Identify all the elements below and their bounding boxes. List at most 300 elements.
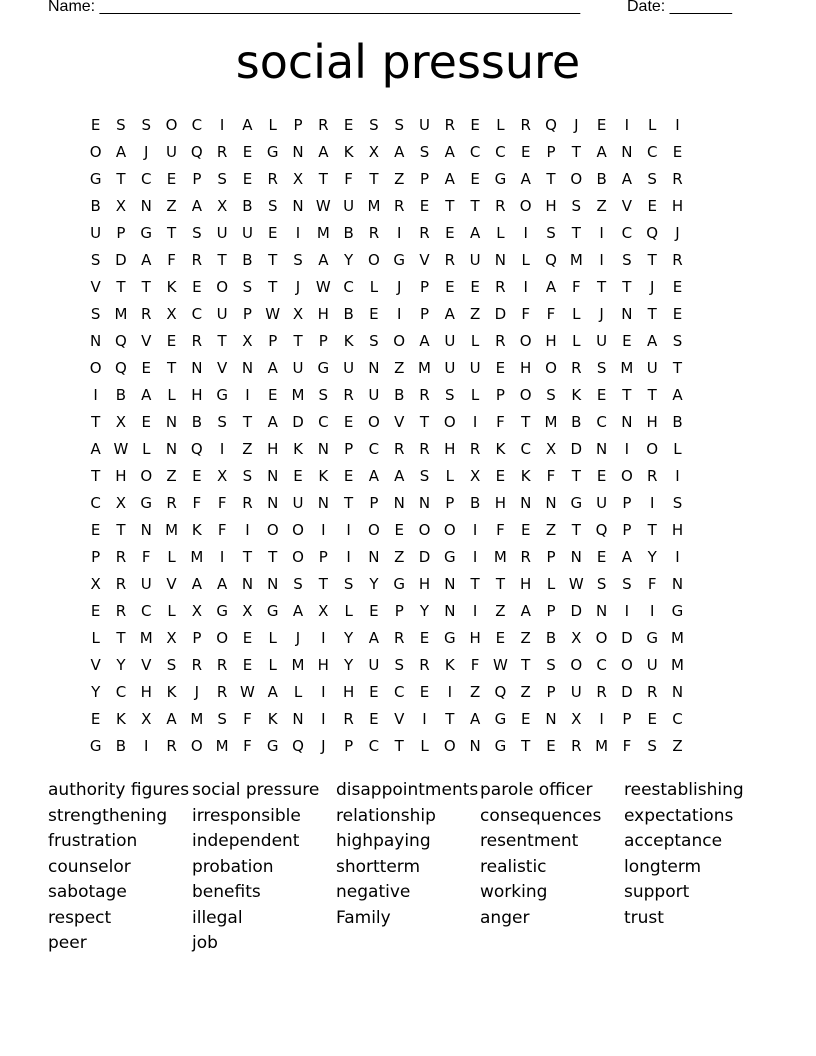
grid-letter[interactable]: D <box>621 629 633 647</box>
grid-letter[interactable]: T <box>268 278 278 296</box>
grid-letter[interactable]: I <box>675 116 680 134</box>
grid-letter[interactable]: N <box>317 494 329 512</box>
grid-letter[interactable]: C <box>343 278 354 296</box>
grid-letter[interactable]: E <box>495 359 506 377</box>
grid-letter[interactable]: C <box>646 143 658 161</box>
grid-letter[interactable]: T <box>647 251 657 269</box>
grid-letter[interactable]: B <box>90 197 101 215</box>
grid-letter[interactable]: D <box>570 440 583 458</box>
grid-letter[interactable]: F <box>217 521 227 539</box>
grid-letter[interactable]: S <box>596 359 607 377</box>
grid-letter[interactable]: N <box>241 359 254 377</box>
grid-letter[interactable]: R <box>318 116 329 134</box>
grid-letter[interactable]: M <box>190 548 204 566</box>
grid-letter[interactable]: P <box>293 116 303 134</box>
grid-letter[interactable]: E <box>242 170 253 188</box>
grid-letter[interactable]: R <box>646 467 658 485</box>
grid-letter[interactable]: V <box>90 656 101 674</box>
grid-letter[interactable]: M <box>493 548 507 566</box>
grid-letter[interactable]: I <box>599 224 604 242</box>
grid-letter[interactable]: K <box>343 143 354 161</box>
grid-letter[interactable]: Y <box>344 629 354 647</box>
grid-letter[interactable]: A <box>647 332 658 350</box>
grid-letter[interactable]: X <box>216 467 228 485</box>
grid-letter[interactable]: E <box>141 413 151 431</box>
grid-letter[interactable]: Q <box>190 440 203 458</box>
grid-letter[interactable]: J <box>144 143 149 161</box>
grid-letter[interactable]: U <box>216 224 228 242</box>
grid-letter[interactable]: I <box>472 521 478 539</box>
grid-letter[interactable]: E <box>672 143 683 161</box>
grid-letter[interactable]: B <box>469 494 481 512</box>
grid-letter[interactable]: Y <box>116 656 126 674</box>
grid-letter[interactable]: O <box>368 521 380 539</box>
grid-letter[interactable]: T <box>116 170 126 188</box>
grid-letter[interactable]: S <box>571 197 582 215</box>
grid-letter[interactable]: A <box>141 251 152 269</box>
grid-letter[interactable]: N <box>292 143 304 161</box>
grid-letter[interactable]: O <box>165 116 178 134</box>
grid-letter[interactable]: U <box>469 359 481 377</box>
grid-letter[interactable]: C <box>368 440 380 458</box>
grid-letter[interactable]: L <box>91 629 100 647</box>
grid-letter[interactable]: E <box>242 656 253 674</box>
grid-letter[interactable]: E <box>369 305 379 323</box>
grid-letter[interactable]: A <box>520 602 531 620</box>
grid-letter[interactable]: P <box>318 548 328 566</box>
grid-letter[interactable]: C <box>191 116 203 134</box>
grid-letter[interactable]: P <box>394 602 404 620</box>
grid-letter[interactable]: G <box>443 548 456 566</box>
grid-letter[interactable]: R <box>166 494 177 512</box>
grid-letter[interactable]: S <box>116 116 126 134</box>
grid-letter[interactable]: L <box>420 737 429 755</box>
grid-letter[interactable]: N <box>292 710 304 728</box>
grid-letter[interactable]: I <box>295 224 301 242</box>
grid-letter[interactable]: R <box>191 332 203 350</box>
grid-letter[interactable]: Y <box>91 683 101 701</box>
grid-letter[interactable]: K <box>267 710 278 728</box>
grid-letter[interactable]: O <box>443 413 456 431</box>
grid-letter[interactable]: E <box>343 413 354 431</box>
grid-letter[interactable]: E <box>166 170 177 188</box>
name-field[interactable]: Name: ______________________________________________________ <box>48 0 581 15</box>
grid-letter[interactable]: Z <box>469 683 481 701</box>
grid-letter[interactable]: P <box>622 710 632 728</box>
grid-letter[interactable]: R <box>141 305 152 323</box>
grid-letter[interactable]: O <box>216 629 229 647</box>
grid-letter[interactable]: N <box>368 548 380 566</box>
grid-letter[interactable]: A <box>242 116 253 134</box>
grid-letter[interactable]: I <box>624 602 630 620</box>
grid-letter[interactable]: E <box>495 467 506 485</box>
grid-letter[interactable]: A <box>115 143 127 161</box>
grid-letter[interactable]: N <box>418 494 431 512</box>
grid-letter[interactable]: N <box>292 197 304 215</box>
grid-letter[interactable]: Y <box>344 656 354 674</box>
grid-letter[interactable]: U <box>343 359 355 377</box>
grid-letter[interactable]: E <box>394 521 404 539</box>
grid-letter[interactable]: J <box>321 737 326 755</box>
grid-letter[interactable]: F <box>470 656 480 674</box>
grid-letter[interactable]: E <box>419 197 430 215</box>
grid-letter[interactable]: C <box>191 305 203 323</box>
grid-letter[interactable]: T <box>166 359 177 377</box>
grid-letter[interactable]: S <box>546 386 556 404</box>
grid-letter[interactable]: K <box>520 467 531 485</box>
grid-letter[interactable]: G <box>393 575 406 593</box>
grid-letter[interactable]: N <box>191 359 203 377</box>
grid-letter[interactable]: S <box>90 251 101 269</box>
grid-letter[interactable]: U <box>419 116 430 134</box>
grid-letter[interactable]: Q <box>494 683 507 701</box>
grid-letter[interactable]: U <box>166 143 178 161</box>
grid-letter[interactable]: E <box>672 278 683 296</box>
grid-letter[interactable]: W <box>315 278 331 296</box>
grid-letter[interactable]: Y <box>419 602 430 620</box>
grid-letter[interactable]: Z <box>242 440 253 458</box>
grid-letter[interactable]: C <box>621 224 633 242</box>
grid-letter[interactable]: B <box>596 170 607 188</box>
grid-letter[interactable]: E <box>90 521 101 539</box>
grid-letter[interactable]: H <box>115 467 127 485</box>
grid-letter[interactable]: C <box>90 494 101 512</box>
grid-letter[interactable]: A <box>318 251 329 269</box>
grid-letter[interactable]: B <box>545 629 557 647</box>
grid-letter[interactable]: T <box>445 710 455 728</box>
grid-letter[interactable]: E <box>546 737 556 755</box>
grid-letter[interactable]: T <box>647 521 657 539</box>
grid-letter[interactable]: P <box>192 170 202 188</box>
grid-letter[interactable]: L <box>521 251 530 269</box>
grid-letter[interactable]: U <box>292 494 304 512</box>
grid-letter[interactable]: M <box>595 737 609 755</box>
grid-letter[interactable]: T <box>318 575 328 593</box>
grid-letter[interactable]: I <box>346 548 351 566</box>
grid-letter[interactable]: I <box>219 440 225 458</box>
grid-letter[interactable]: I <box>649 602 655 620</box>
grid-letter[interactable]: J <box>574 116 579 134</box>
grid-letter[interactable]: A <box>394 143 405 161</box>
grid-letter[interactable]: O <box>443 737 456 755</box>
grid-letter[interactable]: L <box>167 386 176 404</box>
grid-letter[interactable]: X <box>115 494 127 512</box>
grid-letter[interactable]: S <box>445 386 455 404</box>
grid-letter[interactable]: M <box>316 224 330 242</box>
grid-letter[interactable]: E <box>470 116 480 134</box>
grid-letter[interactable]: T <box>622 386 632 404</box>
grid-letter[interactable]: Z <box>495 602 506 620</box>
grid-letter[interactable]: I <box>93 386 98 404</box>
grid-letter[interactable]: M <box>291 386 305 404</box>
grid-letter[interactable]: S <box>242 467 253 485</box>
grid-letter[interactable]: S <box>369 332 379 350</box>
grid-letter[interactable]: T <box>141 278 151 296</box>
grid-letter[interactable]: T <box>293 332 303 350</box>
grid-letter[interactable]: G <box>671 602 684 620</box>
grid-letter[interactable]: N <box>241 575 254 593</box>
grid-letter[interactable]: X <box>216 197 228 215</box>
grid-letter[interactable]: A <box>292 602 304 620</box>
grid-letter[interactable]: I <box>245 386 250 404</box>
grid-letter[interactable]: T <box>166 224 177 242</box>
grid-letter[interactable]: T <box>647 386 657 404</box>
grid-letter[interactable]: Z <box>545 521 557 539</box>
grid-letter[interactable]: P <box>242 305 252 323</box>
grid-letter[interactable]: Z <box>394 359 405 377</box>
grid-letter[interactable]: K <box>166 683 177 701</box>
grid-letter[interactable]: P <box>318 332 328 350</box>
grid-letter[interactable]: M <box>190 710 204 728</box>
grid-letter[interactable]: A <box>469 710 481 728</box>
grid-letter[interactable]: Q <box>545 251 557 269</box>
grid-letter[interactable]: Y <box>369 575 379 593</box>
grid-letter[interactable]: S <box>546 656 556 674</box>
grid-letter[interactable]: X <box>115 413 127 431</box>
grid-letter[interactable]: G <box>266 143 279 161</box>
grid-letter[interactable]: P <box>445 494 455 512</box>
grid-letter[interactable]: R <box>216 143 228 161</box>
grid-letter[interactable]: B <box>191 413 202 431</box>
grid-letter[interactable]: R <box>495 197 506 215</box>
grid-letter[interactable]: T <box>445 197 455 215</box>
grid-letter[interactable]: N <box>368 359 380 377</box>
grid-letter[interactable]: R <box>419 656 430 674</box>
grid-letter[interactable]: R <box>166 737 177 755</box>
grid-letter[interactable]: G <box>140 494 153 512</box>
grid-letter[interactable]: A <box>621 170 633 188</box>
grid-letter[interactable]: H <box>342 683 355 701</box>
grid-letter[interactable]: M <box>620 359 634 377</box>
grid-letter[interactable]: T <box>116 521 126 539</box>
grid-letter[interactable]: P <box>369 494 379 512</box>
grid-letter[interactable]: A <box>672 386 683 404</box>
grid-letter[interactable]: E <box>445 224 455 242</box>
grid-letter[interactable]: R <box>646 683 658 701</box>
grid-letter[interactable]: W <box>492 656 508 674</box>
grid-letter[interactable]: T <box>470 197 480 215</box>
grid-letter[interactable]: M <box>367 197 381 215</box>
grid-letter[interactable]: C <box>596 413 607 431</box>
grid-letter[interactable]: K <box>166 278 177 296</box>
grid-letter[interactable]: B <box>242 197 253 215</box>
grid-letter[interactable]: N <box>165 413 178 431</box>
grid-letter[interactable]: V <box>394 413 405 431</box>
grid-letter[interactable]: D <box>570 602 583 620</box>
grid-letter[interactable]: O <box>89 359 102 377</box>
grid-letter[interactable]: F <box>167 251 176 269</box>
grid-letter[interactable]: T <box>344 494 354 512</box>
grid-letter[interactable]: I <box>472 413 478 431</box>
grid-letter[interactable]: I <box>523 278 528 296</box>
grid-letter[interactable]: X <box>191 602 202 620</box>
grid-letter[interactable]: N <box>621 143 633 161</box>
grid-letter[interactable]: V <box>419 251 430 269</box>
grid-letter[interactable]: E <box>622 332 632 350</box>
grid-letter[interactable]: B <box>343 305 354 323</box>
grid-letter[interactable]: E <box>343 116 354 134</box>
grid-letter[interactable]: Z <box>394 548 405 566</box>
grid-letter[interactable]: O <box>190 737 203 755</box>
grid-letter[interactable]: T <box>419 413 430 431</box>
grid-letter[interactable]: I <box>472 602 478 620</box>
grid-letter[interactable]: P <box>546 143 556 161</box>
grid-letter[interactable]: D <box>621 683 633 701</box>
grid-letter[interactable]: C <box>318 413 329 431</box>
grid-letter[interactable]: Z <box>469 305 481 323</box>
grid-letter[interactable]: E <box>90 116 101 134</box>
grid-letter[interactable]: A <box>267 413 278 431</box>
grid-letter[interactable]: F <box>243 710 252 728</box>
grid-letter[interactable]: O <box>266 521 279 539</box>
grid-letter[interactable]: E <box>445 278 455 296</box>
grid-letter[interactable]: B <box>571 413 582 431</box>
grid-letter[interactable]: R <box>115 602 127 620</box>
grid-letter[interactable]: R <box>444 116 456 134</box>
grid-letter[interactable]: Z <box>596 197 607 215</box>
grid-letter[interactable]: P <box>91 548 101 566</box>
grid-letter[interactable]: E <box>419 683 430 701</box>
grid-letter[interactable]: A <box>444 170 455 188</box>
grid-letter[interactable]: L <box>268 116 277 134</box>
grid-letter[interactable]: M <box>544 413 558 431</box>
grid-letter[interactable]: U <box>570 683 582 701</box>
grid-letter[interactable]: X <box>242 602 253 620</box>
grid-letter[interactable]: J <box>649 278 655 296</box>
grid-letter[interactable]: D <box>292 413 304 431</box>
grid-letter[interactable]: Q <box>115 359 127 377</box>
grid-letter[interactable]: N <box>90 332 102 350</box>
grid-letter[interactable]: I <box>447 683 453 701</box>
grid-letter[interactable]: A <box>621 548 633 566</box>
grid-letter[interactable]: T <box>217 332 227 350</box>
grid-letter[interactable]: N <box>469 737 481 755</box>
grid-letter[interactable]: P <box>419 278 430 296</box>
grid-letter[interactable]: K <box>444 656 455 674</box>
grid-letter[interactable]: S <box>672 494 683 512</box>
grid-letter[interactable]: N <box>570 548 582 566</box>
grid-letter[interactable]: G <box>494 170 507 188</box>
grid-letter[interactable]: G <box>266 737 279 755</box>
grid-letter[interactable]: U <box>444 359 456 377</box>
grid-letter[interactable]: R <box>672 170 683 188</box>
grid-letter[interactable]: N <box>165 440 178 458</box>
grid-letter[interactable]: F <box>141 548 151 566</box>
grid-letter[interactable]: H <box>317 305 329 323</box>
grid-letter[interactable]: R <box>216 656 228 674</box>
grid-letter[interactable]: O <box>519 332 532 350</box>
grid-letter[interactable]: N <box>595 440 608 458</box>
grid-letter[interactable]: H <box>545 197 557 215</box>
grid-letter[interactable]: L <box>572 305 581 323</box>
grid-letter[interactable]: T <box>394 737 404 755</box>
grid-letter[interactable]: S <box>267 197 278 215</box>
grid-letter[interactable]: N <box>520 494 532 512</box>
grid-letter[interactable]: Q <box>292 737 304 755</box>
grid-letter[interactable]: B <box>343 224 354 242</box>
grid-letter[interactable]: H <box>494 494 507 512</box>
grid-letter[interactable]: J <box>194 683 200 701</box>
grid-letter[interactable]: X <box>115 197 127 215</box>
grid-letter[interactable]: O <box>140 467 153 485</box>
grid-letter[interactable]: V <box>141 332 152 350</box>
grid-letter[interactable]: S <box>546 224 556 242</box>
grid-letter[interactable]: P <box>419 170 430 188</box>
grid-letter[interactable]: I <box>599 251 604 269</box>
grid-letter[interactable]: N <box>621 305 633 323</box>
grid-letter[interactable]: I <box>321 710 326 728</box>
grid-letter[interactable]: S <box>647 737 657 755</box>
grid-letter[interactable]: O <box>545 359 557 377</box>
grid-letter[interactable]: A <box>419 332 430 350</box>
grid-letter[interactable]: S <box>394 116 404 134</box>
grid-letter[interactable]: O <box>595 629 608 647</box>
grid-letter[interactable]: S <box>217 170 227 188</box>
grid-letter[interactable]: O <box>89 143 102 161</box>
grid-letter[interactable]: T <box>91 467 101 485</box>
grid-letter[interactable]: O <box>570 170 583 188</box>
grid-letter[interactable]: E <box>369 710 379 728</box>
grid-letter[interactable]: H <box>317 656 329 674</box>
grid-letter[interactable]: V <box>217 359 228 377</box>
grid-letter[interactable]: U <box>368 386 380 404</box>
grid-letter[interactable]: U <box>596 332 608 350</box>
grid-letter[interactable]: K <box>116 710 126 728</box>
grid-letter[interactable]: R <box>216 683 228 701</box>
grid-letter[interactable]: A <box>545 278 557 296</box>
grid-letter[interactable]: O <box>519 386 532 404</box>
grid-letter[interactable]: H <box>469 629 481 647</box>
grid-letter[interactable]: R <box>393 629 405 647</box>
grid-letter[interactable]: V <box>90 278 101 296</box>
grid-letter[interactable]: B <box>115 386 127 404</box>
grid-letter[interactable]: N <box>317 440 329 458</box>
grid-letter[interactable]: X <box>571 710 582 728</box>
grid-letter[interactable]: P <box>546 602 556 620</box>
grid-letter[interactable]: K <box>343 332 354 350</box>
grid-letter[interactable]: E <box>267 224 278 242</box>
grid-letter[interactable]: L <box>142 440 151 458</box>
grid-letter[interactable]: J <box>295 629 301 647</box>
grid-letter[interactable]: N <box>595 602 608 620</box>
grid-letter[interactable]: X <box>318 602 329 620</box>
grid-letter[interactable]: N <box>444 575 456 593</box>
grid-letter[interactable]: J <box>396 278 402 296</box>
grid-letter[interactable]: X <box>571 629 582 647</box>
grid-letter[interactable]: T <box>217 251 227 269</box>
grid-letter[interactable]: E <box>242 629 253 647</box>
grid-letter[interactable]: T <box>521 656 531 674</box>
grid-letter[interactable]: R <box>520 116 531 134</box>
grid-letter[interactable]: F <box>622 737 632 755</box>
grid-letter[interactable]: H <box>444 440 456 458</box>
grid-letter[interactable]: Q <box>545 116 557 134</box>
grid-letter[interactable]: G <box>89 170 102 188</box>
grid-letter[interactable]: W <box>315 197 331 215</box>
grid-letter[interactable]: X <box>90 575 101 593</box>
grid-letter[interactable]: L <box>496 116 505 134</box>
grid-letter[interactable]: E <box>242 143 253 161</box>
grid-letter[interactable]: O <box>418 521 431 539</box>
grid-letter[interactable]: W <box>113 440 129 458</box>
grid-letter[interactable]: N <box>393 494 405 512</box>
grid-letter[interactable]: V <box>394 710 405 728</box>
grid-letter[interactable]: I <box>396 224 402 242</box>
grid-letter[interactable]: O <box>620 467 633 485</box>
grid-letter[interactable]: Q <box>190 143 203 161</box>
grid-letter[interactable]: L <box>546 575 556 593</box>
grid-letter[interactable]: J <box>599 305 604 323</box>
